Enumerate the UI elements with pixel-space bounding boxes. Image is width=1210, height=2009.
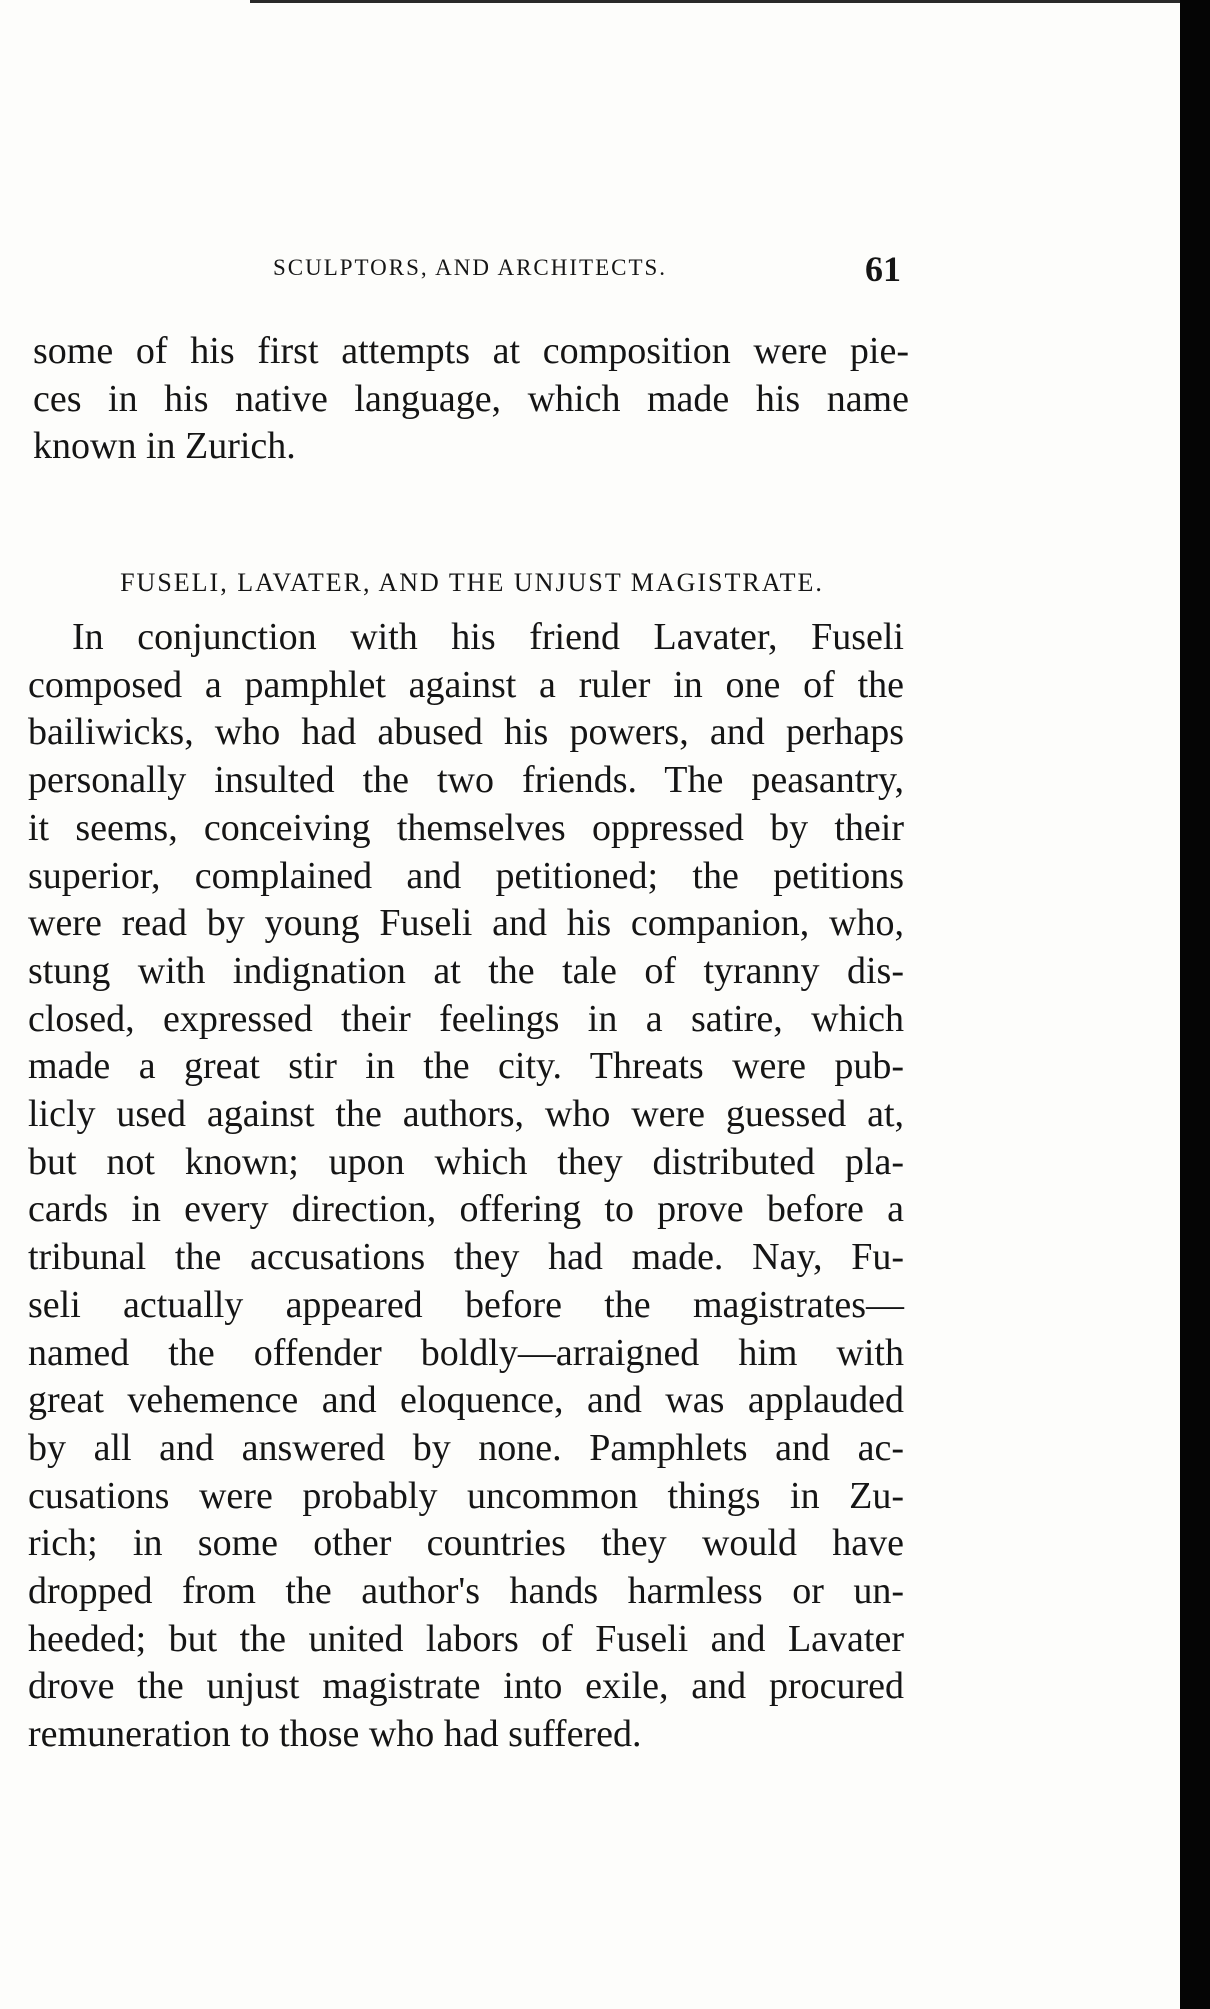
paragraph-line: superior, complained and petitioned; the petitions bbox=[28, 854, 904, 897]
paragraph-line: by all and answered by none. Pamphlets and ac- bbox=[28, 1426, 904, 1469]
paragraph-line: were read by young Fuseli and his companion, who, bbox=[28, 902, 904, 945]
paragraph-line: drove the unjust magistrate into exile, and procured bbox=[28, 1665, 904, 1708]
paragraph-line: stung with indignation at the tale of tyranny dis- bbox=[28, 949, 904, 992]
paragraph-line: composed a pamphlet against a ruler in one of the bbox=[28, 663, 904, 706]
paragraph-line: tribunal the accusations they had made. Nay, Fu- bbox=[28, 1236, 904, 1279]
page-edge-shadow bbox=[1180, 0, 1210, 2009]
paragraph-line: named the offender boldly—arraigned him with bbox=[28, 1331, 904, 1374]
paragraph-line: rich; in some other countries they would have bbox=[28, 1522, 904, 1565]
page-number: 61 bbox=[865, 249, 901, 289]
running-head: SCULPTORS, AND ARCHITECTS. bbox=[272, 255, 668, 280]
paragraph-line: bailiwicks, who had abused his powers, and perhaps bbox=[28, 711, 904, 754]
paragraph-line: licly used against the authors, who were guessed at, bbox=[28, 1093, 904, 1136]
paragraph-line: dropped from the author's hands harmless or un- bbox=[28, 1570, 904, 1613]
paragraph-line: cards in every direction, offering to prove before a bbox=[28, 1188, 904, 1231]
continuation-paragraph bbox=[33, 328, 909, 471]
section-heading: FUSELI, LAVATER, AND THE UNJUST MAGISTRATE. bbox=[120, 568, 824, 597]
paragraph-line: some of his first attempts at composition were pie- bbox=[33, 330, 909, 372]
paragraph-line: ces in his native language, which made his name bbox=[33, 377, 909, 420]
top-edge-rule bbox=[250, 0, 1210, 3]
paragraph-line: personally insulted the two friends. The peasantry, bbox=[28, 759, 904, 802]
paragraph-line: remuneration to those who had suffered. bbox=[28, 1713, 642, 1756]
paragraph-line: but not known; upon which they distributed pla- bbox=[28, 1140, 904, 1183]
paragraph-line: closed, expressed their feelings in a satire, which bbox=[28, 997, 904, 1040]
paragraph-line: great vehemence and eloquence, and was applauded bbox=[28, 1379, 904, 1422]
paragraph-line: known in Zurich. bbox=[33, 425, 296, 468]
paragraph-line: made a great stir in the city. Threats were pub- bbox=[28, 1045, 904, 1088]
body-paragraph bbox=[28, 614, 904, 1759]
paragraph-line: In conjunction with his friend Lavater, Fuseli bbox=[72, 616, 904, 658]
paragraph-line: it seems, conceiving themselves oppressed by their bbox=[28, 806, 904, 849]
paragraph-line: heeded; but the united labors of Fuseli and Lavater bbox=[28, 1617, 904, 1660]
paragraph-line: seli actually appeared before the magistrates— bbox=[28, 1283, 904, 1326]
paragraph-line: cusations were probably uncommon things in Zu- bbox=[28, 1474, 904, 1517]
